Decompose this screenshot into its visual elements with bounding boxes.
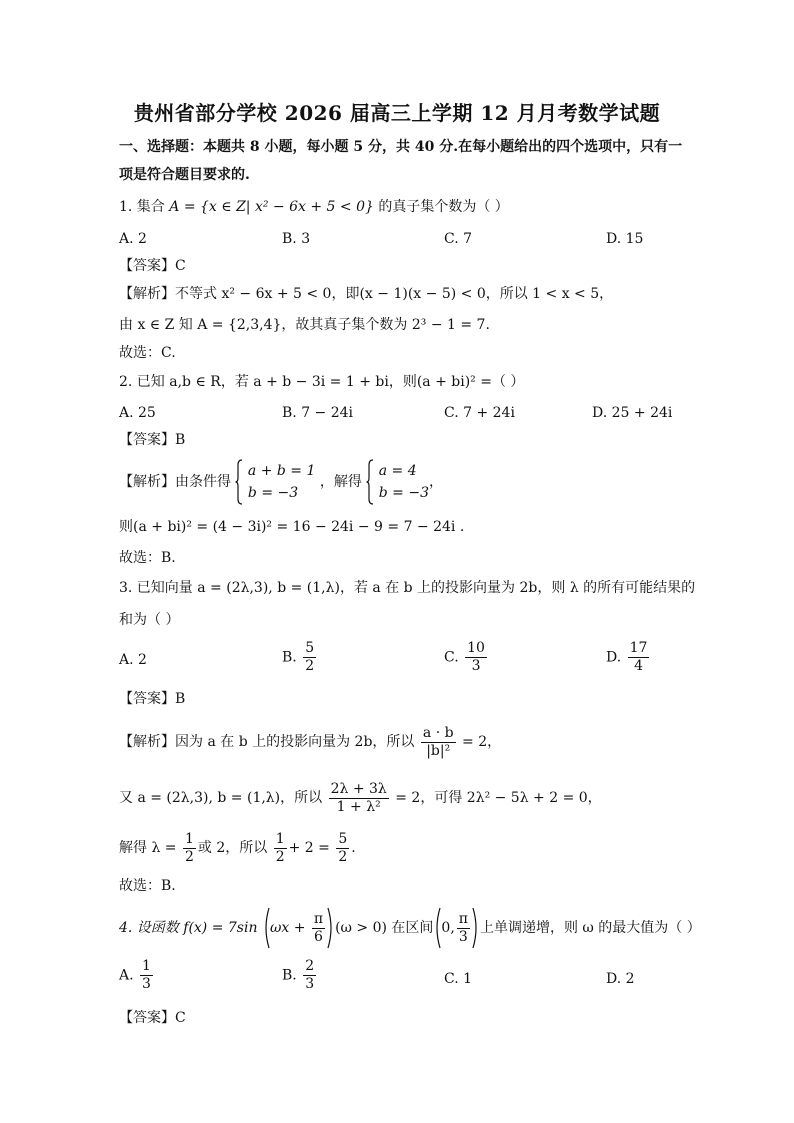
q4-option-b-num: 2	[305, 958, 315, 974]
q4-option-b-fraction	[303, 958, 316, 993]
q3-option-d-num: 17	[629, 640, 648, 656]
q4-stem-int-pi: π	[458, 910, 468, 927]
q2-conclusion: 故选：B.	[119, 550, 176, 566]
q4-stem-six: 6	[314, 928, 323, 945]
q2-analysis-mid: ，解得	[319, 474, 362, 490]
q1-analysis-2: 由 x ∈ Z 知 A = {2,3,4}，故其真子集个数为 2³ − 1 = 7.	[119, 317, 490, 333]
q2-analysis-2: 则(a + bi)² = (4 − 3i)² = 16 − 24i − 9 = 7 − 24i .	[119, 519, 465, 535]
section-instructions-line1: 一、选择题：本题共 8 小题，每小题 5 分，共 40 分.在每小题给出的四个选项中，只有一	[119, 139, 683, 155]
right-paren-icon	[327, 907, 335, 949]
q4-stem-int-pre: 0,	[441, 920, 455, 936]
q4-option-a-fraction	[140, 958, 153, 993]
q4-stem-post: 上单调递增，则 ω 的最大值为（ ）	[479, 920, 701, 936]
q2-analysis-label: 【解析】	[119, 474, 175, 490]
q3-analysis-3-fraction-2	[274, 831, 287, 866]
q2-system-1-eq2: b = −3	[247, 485, 299, 501]
q3-analysis-3-fraction-1	[183, 831, 196, 866]
q4-stem-fraction-2	[457, 911, 470, 946]
q4-stem-pi: π	[313, 910, 324, 927]
q3-analysis-3-end: .	[351, 840, 356, 856]
right-paren-icon	[472, 907, 480, 949]
q3-analysis-2	[119, 778, 602, 818]
q4-option-b-label: B.	[282, 967, 297, 984]
q4-stem-int-three: 3	[458, 928, 468, 945]
q4-stem-inner-pre: ωx +	[269, 920, 306, 936]
q4-option-d: D. 2	[606, 971, 635, 987]
left-brace-icon	[366, 459, 374, 505]
q3-option-b	[282, 640, 318, 675]
q2-option-b: B. 7 − 24i	[282, 405, 354, 421]
q3-analysis-3-den-2: 2	[275, 848, 285, 865]
q2-analysis-pre: 由条件得	[175, 474, 231, 490]
q1-stem-suffix: 的真子集个数为（ ）	[378, 199, 509, 215]
q4-stem-pre: 4. 设函数 f(x) = 7sin	[119, 920, 258, 936]
q4-option-c: C. 1	[444, 971, 473, 987]
q2-option-d: D. 25 + 24i	[592, 405, 673, 421]
q3-analysis-1-num: a · b	[422, 724, 454, 741]
q3-answer: 【答案】B	[119, 691, 186, 707]
q3-option-d	[606, 640, 651, 675]
q4-stem-fraction-1	[312, 911, 325, 946]
q3-analysis-1-fraction	[421, 725, 456, 760]
q4-stem-cond: (ω > 0) 在区间	[335, 920, 434, 936]
q3-option-b-num: 5	[305, 640, 315, 656]
q1-conclusion: 故选：C.	[119, 345, 176, 361]
q1-stem-prefix: 1. 集合	[119, 199, 165, 215]
q3-option-b-fraction	[303, 640, 316, 675]
q2-system-2	[379, 460, 429, 504]
q1-analysis-text-1: 不等式 x² − 6x + 5 < 0，即(x − 1)(x − 5) < 0，所以 1 < x < 5，	[175, 286, 614, 302]
q3-analysis-3-num-2: 1	[275, 830, 285, 847]
q3-analysis-3-den-1: 2	[184, 848, 194, 865]
left-brace-icon	[235, 459, 243, 505]
q2-analysis-1	[119, 458, 443, 506]
section-instructions-line2: 项是符合题目要求的.	[119, 167, 250, 183]
q3-option-b-den: 2	[305, 658, 315, 674]
q3-option-d-label: D.	[606, 649, 622, 666]
q1-option-d: D. 15	[606, 231, 644, 247]
q1-analysis-label: 【解析】	[119, 286, 175, 302]
q1-option-a: A. 2	[119, 231, 147, 247]
q4-option-b	[282, 958, 318, 993]
q3-analysis-2-num: 2λ + 3λ	[330, 780, 387, 797]
q3-analysis-1-den: |b|²	[426, 742, 451, 759]
q3-option-c-den: 3	[471, 658, 481, 674]
q3-analysis-3-num-3: 5	[338, 830, 348, 847]
q3-analysis-2-den: 1 + λ²	[336, 798, 381, 815]
q3-stem-2: 和为（ ）	[119, 612, 180, 628]
q3-option-c-num: 10	[467, 640, 485, 656]
q3-analysis-3-mid: 或 2，所以	[197, 840, 268, 856]
q3-analysis-1-post: = 2，	[462, 734, 502, 750]
q2-system-1-eq1: a + b = 1	[247, 463, 316, 479]
q3-option-c-fraction	[465, 640, 487, 675]
q4-option-a-den: 3	[142, 976, 151, 992]
q3-stem-1: 3. 已知向量 a = (2λ,3), b = (1,λ)，若 a 在 b 上的投影向量为 2b，则 λ 的所有可能结果的	[119, 580, 696, 596]
q3-analysis-2-fraction	[329, 781, 389, 816]
q4-stem	[119, 906, 701, 950]
q2-analysis-end: ，	[428, 474, 443, 490]
q1-stem-set: A = {x ∈ Z| x² − 6x + 5 < 0}	[169, 199, 374, 215]
q3-analysis-3-plus: + 2 =	[288, 840, 330, 856]
q3-analysis-3-pre: 解得 λ =	[119, 840, 177, 856]
q3-analysis-3-num-1: 1	[184, 830, 194, 847]
q4-option-a-label: A.	[119, 967, 134, 984]
q2-system-1	[248, 460, 315, 504]
q3-analysis-2-pre: 又 a = (2λ,3), b = (1,λ)，所以	[119, 790, 323, 806]
page-title: 贵州省部分学校 2026 届高三上学期 12 月月考数学试题	[133, 101, 661, 125]
left-paren-icon	[262, 907, 270, 949]
q1-option-c: C. 7	[444, 231, 473, 247]
q3-analysis-1	[119, 722, 501, 762]
q2-system-2-eq1: a = 4	[378, 463, 417, 479]
q2-stem: 2. 已知 a,b ∈ R，若 a + b − 3i = 1 + bi，则(a + bi)² =（ ）	[119, 374, 525, 390]
q3-analysis-label: 【解析】	[119, 734, 175, 750]
q4-option-b-den: 3	[305, 976, 315, 992]
q2-system-2-eq2: b = −3	[378, 485, 429, 501]
q1-option-b: B. 3	[282, 231, 311, 247]
q3-analysis-3-den-3: 2	[338, 848, 348, 865]
q3-analysis-1-pre: 因为 a 在 b 上的投影向量为 2b，所以	[175, 734, 415, 750]
q2-option-a: A. 25	[119, 405, 156, 421]
q4-answer: 【答案】C	[119, 1010, 186, 1026]
q3-analysis-2-post: = 2，可得 2λ² − 5λ + 2 = 0，	[395, 790, 602, 806]
q4-option-a	[119, 958, 155, 993]
q1-stem	[119, 197, 509, 217]
q3-option-c	[444, 640, 489, 675]
q2-option-c: C. 7 + 24i	[444, 405, 515, 421]
q3-option-b-label: B.	[282, 649, 297, 666]
q1-answer: 【答案】C	[119, 258, 186, 274]
q3-option-d-fraction	[628, 640, 650, 675]
q3-analysis-3	[119, 828, 356, 868]
q4-option-a-num: 1	[142, 958, 151, 974]
q3-option-c-label: C.	[444, 649, 459, 666]
q3-option-d-den: 4	[634, 658, 644, 674]
q1-analysis-1	[119, 284, 613, 304]
q3-analysis-3-fraction-3	[336, 831, 349, 866]
q3-option-a: A. 2	[119, 652, 147, 668]
q2-answer: 【答案】B	[119, 432, 186, 448]
q3-conclusion: 故选：B.	[119, 878, 176, 894]
